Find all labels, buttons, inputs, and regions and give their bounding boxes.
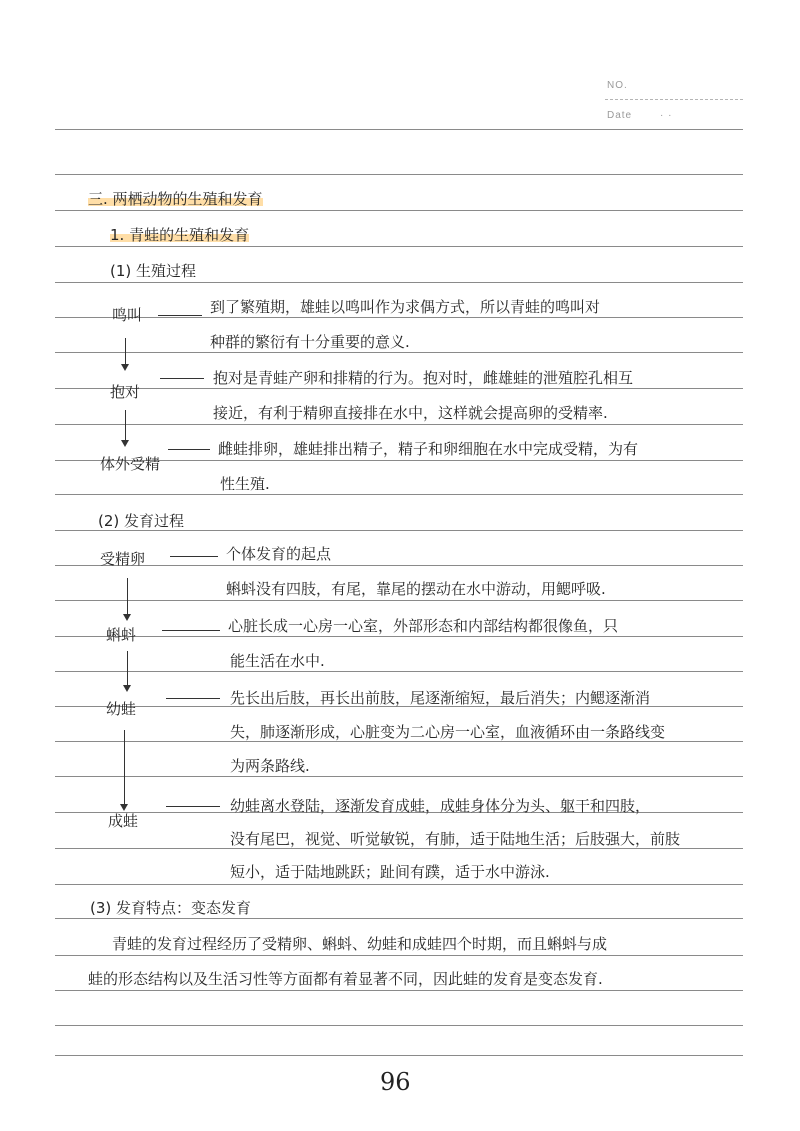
ruled-line [55,918,743,919]
step-text: 先长出后肢，再长出前肢，尾逐渐缩短，最后消失；内鳃逐渐消 [230,689,651,707]
ruled-line [55,388,743,389]
ruled-line [55,317,743,318]
arrow-line [125,410,126,442]
arrow-line [125,338,126,366]
step-text: 能生活在水中. [230,652,325,670]
step-label: 成蛙 [108,812,139,830]
ruled-line [55,1025,743,1026]
connector-line [166,698,220,699]
ruled-line [55,636,743,637]
ruled-line [55,174,743,175]
ruled-line [55,210,743,211]
ruled-line [55,129,743,130]
step-text: 接近，有利于精卵直接排在水中，这样就会提高卵的受精率. [213,404,608,422]
page-number: 96 [380,1068,411,1096]
ruled-line [55,352,743,353]
paragraph-line: 青蛙的发育过程经历了受精卵、蝌蚪、幼蛙和成蛙四个时期，而且蝌蚪与成 [112,935,608,953]
ruled-line [55,671,743,672]
ruled-line [55,282,743,283]
date-label: Date [607,110,633,121]
arrow-line [124,730,125,806]
arrow-head [121,440,129,447]
ruled-line [55,494,743,495]
section-title: 三. 两栖动物的生殖和发育 [88,190,263,208]
step-text: 短小，适于陆地跳跃；趾间有蹼，适于水中游泳. [230,863,550,881]
step-label: 幼蛙 [106,700,137,718]
step-label: 抱对 [110,383,141,401]
step-text: 抱对是青蛙产卵和排精的行为。抱对时，雌雄蛙的泄殖腔孔相互 [213,369,634,387]
step-text: 种群的繁衍有十分重要的意义. [210,333,410,351]
ruled-line [55,246,743,247]
step-text: 个体发育的起点 [226,545,332,563]
part3-heading: (3) 发育特点：变态发育 [90,899,252,917]
arrow-head [120,804,128,811]
part1-heading: (1) 生殖过程 [110,262,197,280]
ruled-line [55,955,743,956]
section-subtitle: 1. 青蛙的生殖和发育 [110,226,250,244]
step-label: 受精卵 [100,550,146,568]
step-text: 失，肺逐渐形成，心脏变为二心房一心室，血液循环由一条路线变 [230,723,666,741]
ruled-line [55,884,743,885]
connector-line [160,378,204,379]
step-text: 雌蛙排卵，雄蛙排出精子，精子和卵细胞在水中完成受精，为有 [218,440,639,458]
connector-line [168,449,210,450]
ruled-line [55,424,743,425]
paragraph-line: 蛙的形态结构以及生活习性等方面都有着显著不同，因此蛙的发育是变态发育. [88,970,603,988]
connector-line [170,556,218,557]
step-text: 幼蛙离水登陆，逐渐发育成蛙，成蛙身体分为头、躯干和四肢， [230,797,651,815]
part2-heading: (2) 发育过程 [98,512,185,530]
arrow-line [127,578,128,616]
ruled-line [55,530,743,531]
ruled-line [55,848,743,849]
step-label: 蝌蚪 [106,626,137,644]
connector-line [158,315,202,316]
ruled-line [55,741,743,742]
step-label: 体外受精 [100,455,161,473]
no-label: NO. [607,80,628,91]
step-label: 鸣叫 [112,306,143,324]
ruled-line [55,1055,743,1056]
connector-line [162,630,220,631]
ruled-line [55,776,743,777]
date-dots: · · [660,110,673,121]
ruled-line [55,600,743,601]
connector-line [166,806,220,807]
arrow-line [127,651,128,687]
step-text: 为两条路线. [230,757,310,775]
arrow-head [123,685,131,692]
arrow-head [121,364,129,371]
no-line [605,99,743,100]
step-text: 心脏长成一心房一心室，外部形态和内部结构都很像鱼，只 [228,617,619,635]
step-text: 性生殖. [220,475,270,493]
step-text: 没有尾巴，视觉、听觉敏锐，有肺，适于陆地生活；后肢强大，前肢 [230,830,681,848]
step-text: 蝌蚪没有四肢，有尾，靠尾的摆动在水中游动，用鳃呼吸. [226,580,606,598]
arrow-head [123,614,131,621]
ruled-line [55,565,743,566]
step-text: 到了繁殖期，雄蛙以鸣叫作为求偶方式，所以青蛙的鸣叫对 [210,298,601,316]
ruled-line [55,990,743,991]
